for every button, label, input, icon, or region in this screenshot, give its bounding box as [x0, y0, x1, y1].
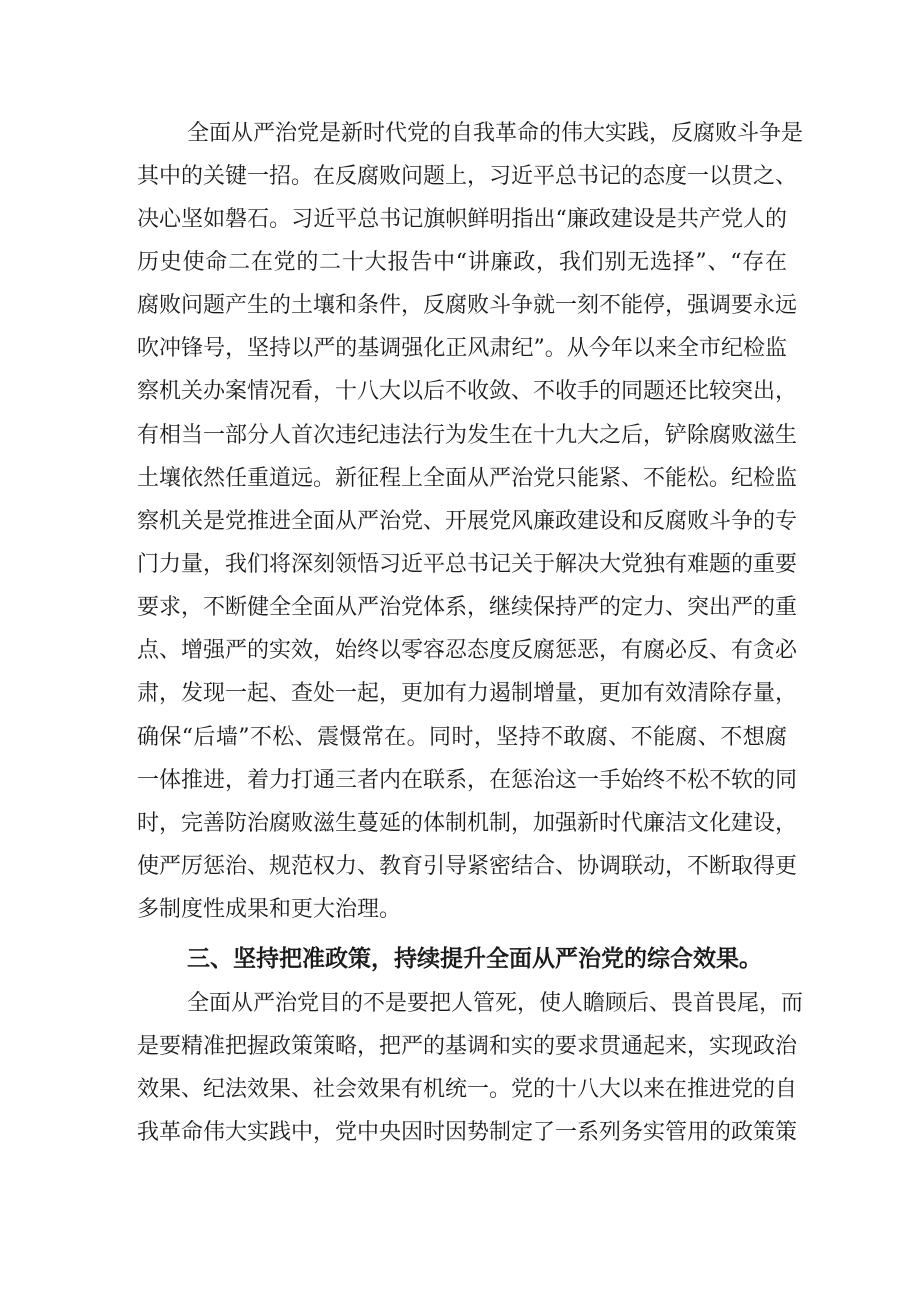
text-line: 决心坚如磐石。习近平总书记旗帜鲜明指出“廉政建设是共产党人的 [137, 207, 787, 232]
text-line: 点、增强严的实效，始终以零容忍态度反腐惩恶，有腐必反、有贪必 [137, 638, 798, 663]
text-line: 有相当一部分人首次违纪违法行为发生在十九大之后，铲除腐败滋生 [137, 423, 798, 448]
text-line: 要求，不断健全全面从严治党体系，继续保持严的定力、突出严的重 [137, 595, 798, 620]
text-line: 我革命伟大实践中，党中央因时因势制定了一系列务实管用的政策策 [137, 1120, 798, 1145]
text-line: 一体推进，着力打通三者内在联系，在惩治这一手始终不松不软的同 [137, 768, 798, 793]
text-line: 多制度性成果和更大治理。 [137, 897, 402, 922]
text-line: 全面从严治党目的不是要把人管死，使人瞻顾后、畏首畏尾，而 [187, 991, 804, 1016]
text-line: 是要精准把握政策策略，把严的基调和实的要求贯通起来，实现政治 [137, 1034, 798, 1059]
text-line: 察机关是党推进全面从严治党、开展党风廉政建设和反腐败斗争的专 [137, 509, 798, 534]
text-line: 效果、纪法效果、社会效果有机统一。党的十八大以来在推进党的自 [137, 1077, 798, 1102]
text-line: 腐败问题产生的土壤和条件，反腐败斗争就一刻不能停，强调要永远 [137, 293, 798, 318]
text-line: 吹冲锋号，坚持以严的基调强化正风肃纪”。从今年以来全市纪检监 [137, 336, 787, 361]
text-line: 全面从严治党是新时代党的自我革命的伟大实践，反腐败斗争是 [187, 121, 804, 146]
text-line: 肃，发现一起、查处一起，更加有力遏制增量，更加有效清除存量， [137, 681, 798, 706]
section-heading: 三、坚持把准政策，持续提升全面从严治党的综合效果。 [187, 946, 762, 972]
text-line: 历史使命二在党的二十大报告中“讲廉政，我们别无选择”、“存在 [137, 250, 787, 275]
text-line: 察机关办案情况看，十八大以后不收敛、不收手的同题还比较突出， [137, 379, 798, 404]
text-line: 时，完善防治腐败滋生蔓延的体制机制，加强新时代廉洁文化建设， [137, 811, 798, 836]
text-line: 其中的关键一招。在反腐败问题上，习近平总书记的态度一以贯之、 [137, 164, 798, 189]
text-line: 确保“后墙”不松、震慑常在。同时，坚持不敢腐、不能腐、不想腐 [137, 725, 787, 750]
text-line: 使严厉惩治、规范权力、教育引导紧密结合、协调联动，不断取得更 [137, 854, 798, 879]
text-line: 门力量，我们将深刻领悟习近平总书记关于解决大党独有难题的重要 [137, 552, 798, 577]
text-line: 土壤依然任重道远。新征程上全面从严治党只能紧、不能松。纪检监 [137, 466, 798, 491]
